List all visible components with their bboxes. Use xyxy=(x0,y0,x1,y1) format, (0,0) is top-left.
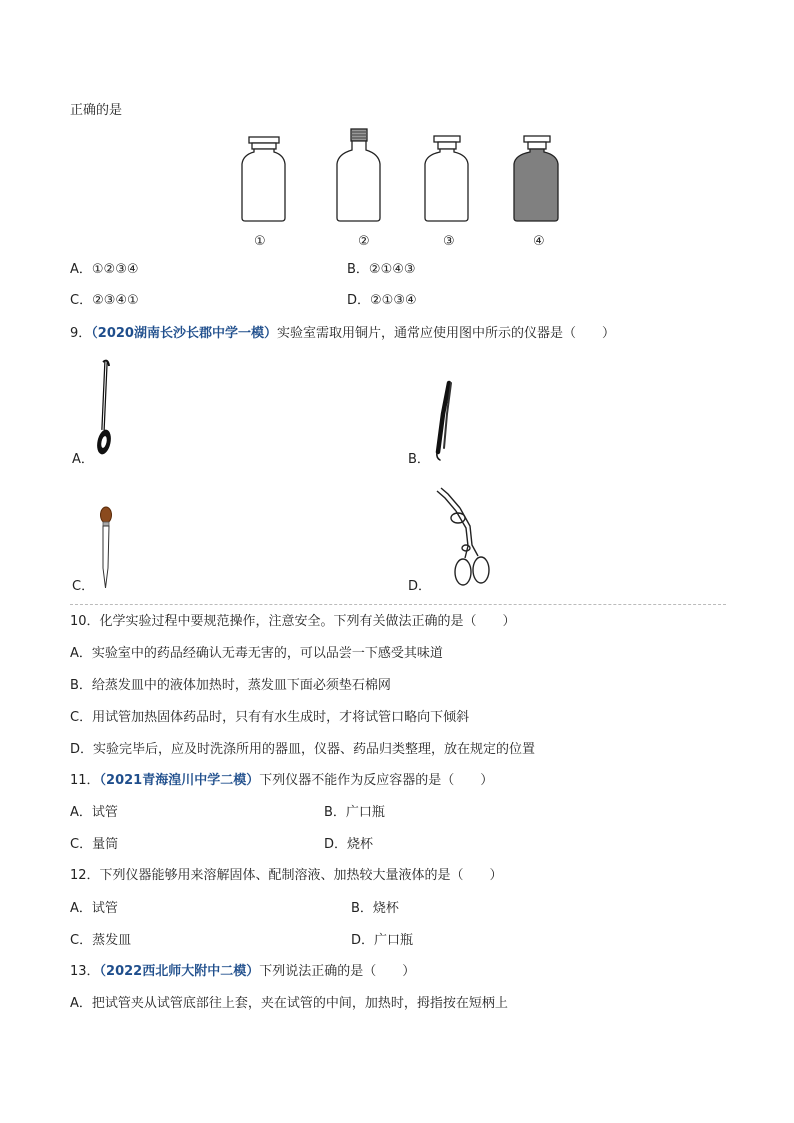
q11-option-b: B．广口瓶 xyxy=(324,805,385,820)
intro-text: 正确的是 xyxy=(70,103,123,118)
bottle-label-1: ① xyxy=(254,234,266,249)
q12-option-b: B．烧杯 xyxy=(351,901,399,916)
q13-number: 13． xyxy=(70,964,100,979)
q12-option-c: C．蒸发皿 xyxy=(70,933,132,948)
tweezers-icon xyxy=(437,383,451,460)
q11-stem xyxy=(70,773,493,789)
q11-option-d: D．烧杯 xyxy=(324,837,374,852)
q12-stem: 12．下列仪器能够用来溶解固体、配制溶液、加热较大量液体的是（ ） xyxy=(70,868,503,883)
crucible-tongs-icon xyxy=(437,488,489,585)
bottle-label-4: ④ xyxy=(533,234,545,249)
q13-text: 下列说法正确的是（ ） xyxy=(259,964,416,979)
q9-option-b: B． xyxy=(408,452,430,467)
q10-option-b: B．给蒸发皿中的液体加热时，蒸发皿下面必须垫石棉网 xyxy=(70,678,391,693)
q11-text: 下列仪器不能作为反应容器的是（ ） xyxy=(259,773,494,788)
q13-source: （2022西北师大附中二模） xyxy=(99,964,260,979)
q12-option-a: A．试管 xyxy=(70,901,118,916)
q10-option-a: A．实验室中的药品经确认无毒无害的，可以品尝一下感受其味道 xyxy=(70,646,443,661)
q9-option-d: D． xyxy=(408,579,432,594)
q9-number: 9． xyxy=(70,326,92,341)
q13-option-a: A．把试管夹从试管底部往上套，夹在试管的中间，加热时，拇指按在短柄上 xyxy=(70,996,508,1011)
q11-number: 11． xyxy=(70,773,100,788)
q11-source: （2021青海湟川中学二模） xyxy=(99,773,260,788)
bottle-label-3: ③ xyxy=(443,234,455,249)
q9-text: 实验室需取用铜片，通常应使用图中所示的仪器是（ ） xyxy=(276,326,615,341)
q9-option-a: A． xyxy=(72,452,94,467)
q10-option-d: D．实验完毕后，应及时洗涤所用的器皿，仪器、药品归类整理，放在规定的位置 xyxy=(70,742,536,757)
q13-stem xyxy=(70,964,415,980)
spoon-icon xyxy=(96,361,113,455)
q9-source: （2020湖南长沙长郡中学一模） xyxy=(91,326,277,341)
bottle-label-2: ② xyxy=(358,234,370,249)
q12-option-d: D．广口瓶 xyxy=(351,933,414,948)
q8-option-d: D．②①③④ xyxy=(347,293,417,308)
q8-option-a: A．①②③④ xyxy=(70,262,139,277)
q8-option-b: B．②①④③ xyxy=(347,262,416,277)
section-divider xyxy=(70,604,726,605)
q10-option-c: C．用试管加热固体药品时，只有有水生成时，才将试管口略向下倾斜 xyxy=(70,710,470,725)
dropper-icon xyxy=(101,507,112,588)
q8-option-c: C．②③④① xyxy=(70,293,139,308)
q10-stem: 10．化学实验过程中要规范操作，注意安全。下列有关做法正确的是（ ） xyxy=(70,614,516,629)
q11-option-a: A．试管 xyxy=(70,805,118,820)
q11-option-c: C．量筒 xyxy=(70,837,119,852)
q9-option-c: C． xyxy=(72,579,95,594)
